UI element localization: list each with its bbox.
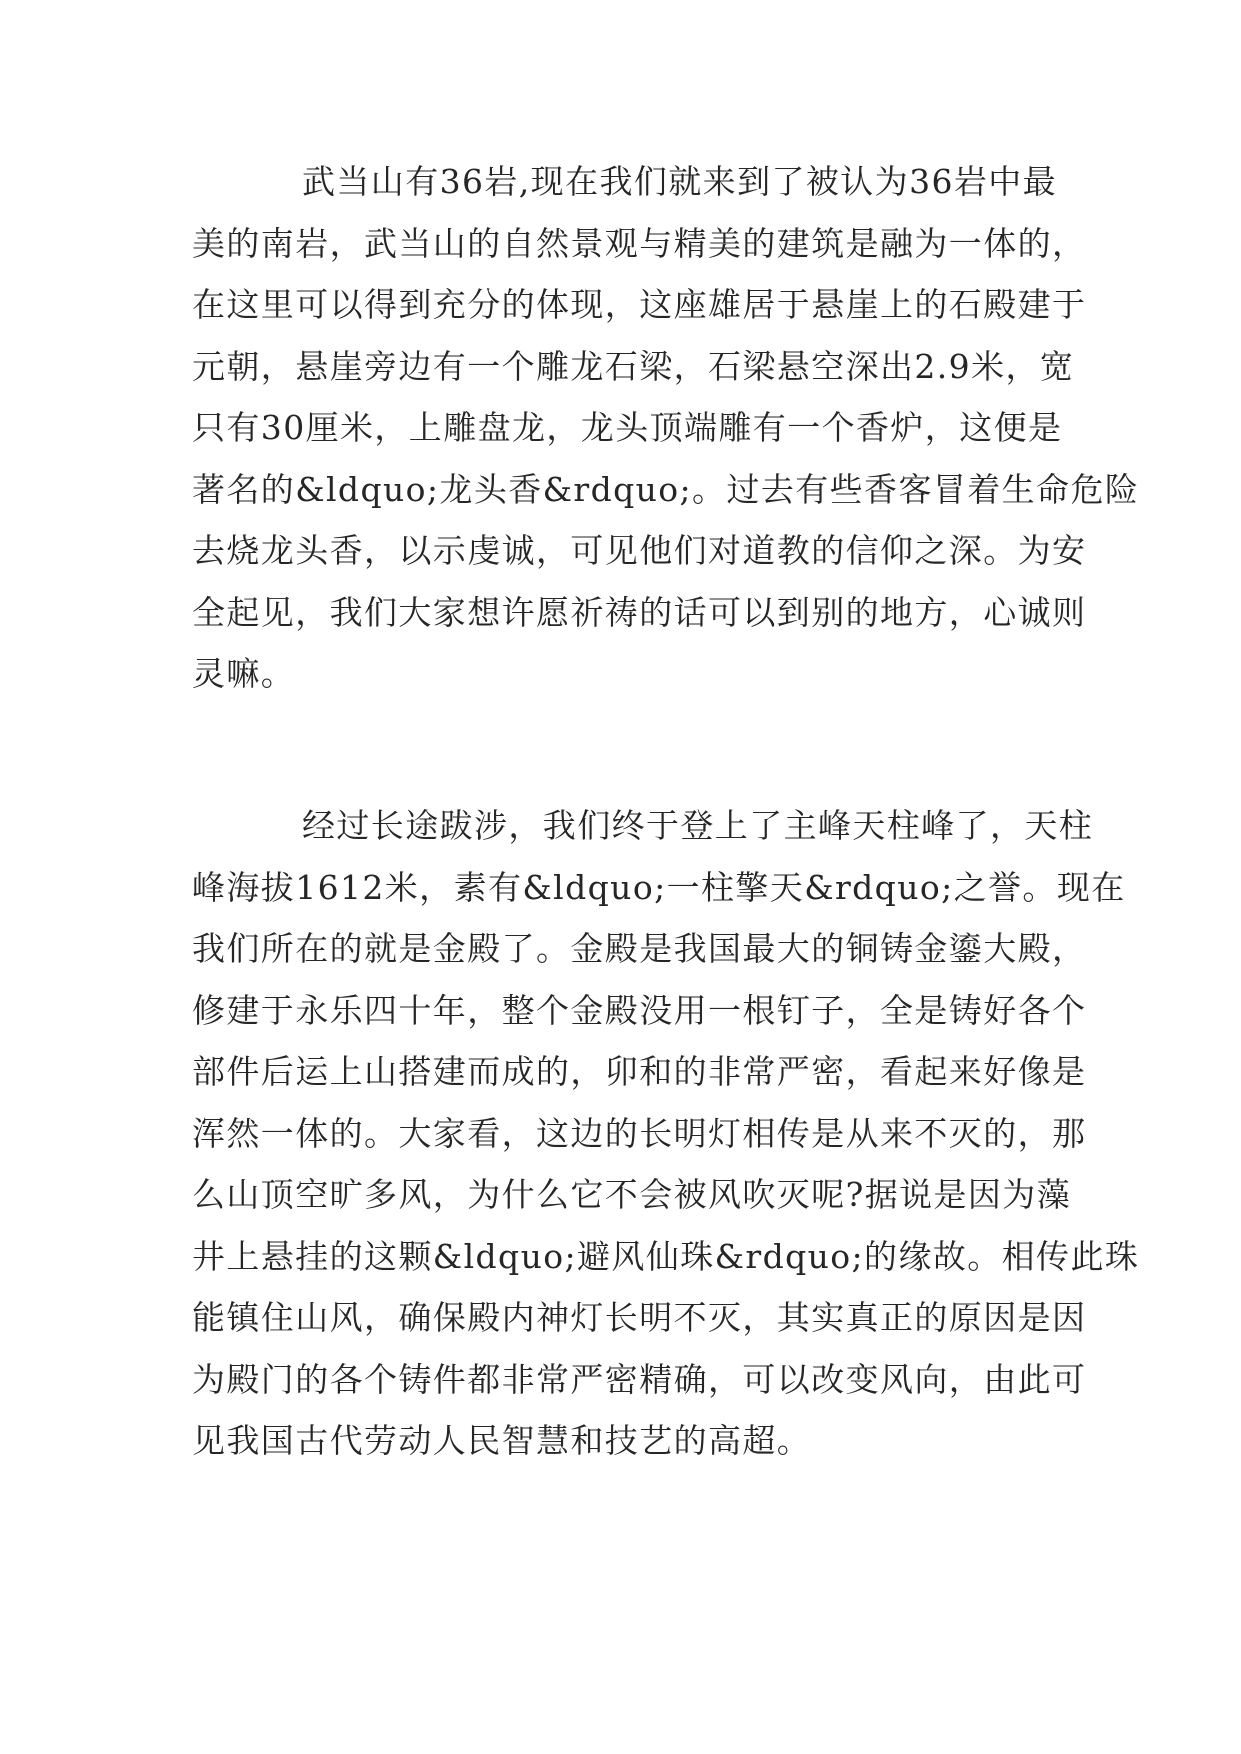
text-line: 全起见，我们大家想许愿祈祷的话可以到别的地方，心诚则 (192, 592, 1087, 632)
text-line: 美的南岩，武当山的自然景观与精美的建筑是融为一体的， (192, 223, 1087, 263)
text-line: 武当山有36岩,现在我们就来到了被认为36岩中最 (302, 162, 1058, 201)
text-line: 井上悬挂的这颗&ldquo;避风仙珠&rdquo;的缘故。相传此珠 (192, 1236, 1140, 1276)
text-line: 浑然一体的。大家看，这边的长明灯相传是从来不灭的，那 (192, 1113, 1087, 1153)
text-line: 么山顶空旷多风，为什么它不会被风吹灭呢?据说是因为藻 (192, 1175, 1072, 1214)
text-line: 我们所在的就是金殿了。金殿是我国最大的铜铸金鎏大殿， (192, 929, 1087, 968)
text-line: 经过长途跋涉，我们终于登上了主峰天柱峰了，天柱 (302, 806, 1094, 845)
text-line: 去烧龙头香，以示虔诚，可见他们对道教的信仰之深。为安 (192, 531, 1087, 570)
text-line: 在这里可以得到充分的体现，这座雄居于悬崖上的石殿建于 (192, 285, 1087, 324)
text-line: 峰海拔1612米，素有&ldquo;一柱擎天&rdquo;之誉。现在 (192, 867, 1126, 907)
paragraph-nanyan (192, 160, 1140, 714)
text-line: 著名的&ldquo;龙头香&rdquo;。过去有些香客冒着生命危险 (192, 469, 1140, 509)
text-line: 灵嘛。 (192, 654, 296, 693)
text-line: 能镇住山风，确保殿内神灯长明不灭，其实真正的原因是因 (192, 1298, 1087, 1337)
text-line: 只有30厘米，上雕盘龙，龙头顶端雕有一个香炉，这便是 (192, 408, 1063, 447)
text-line: 部件后运上山搭建而成的，卯和的非常严密，看起来好像是 (192, 1052, 1087, 1091)
paragraph-jindian (192, 804, 1140, 1481)
text-line: 见我国古代劳动人民智慧和技艺的高超。 (192, 1421, 812, 1460)
text-line: 为殿门的各个铸件都非常严密精确，可以改变风向，由此可 (192, 1359, 1087, 1399)
text-line: 元朝，悬崖旁边有一个雕龙石梁，石梁悬空深出2.9米，宽 (192, 346, 1075, 386)
text-line: 修建于永乐四十年，整个金殿没用一根钉子，全是铸好各个 (192, 990, 1087, 1030)
